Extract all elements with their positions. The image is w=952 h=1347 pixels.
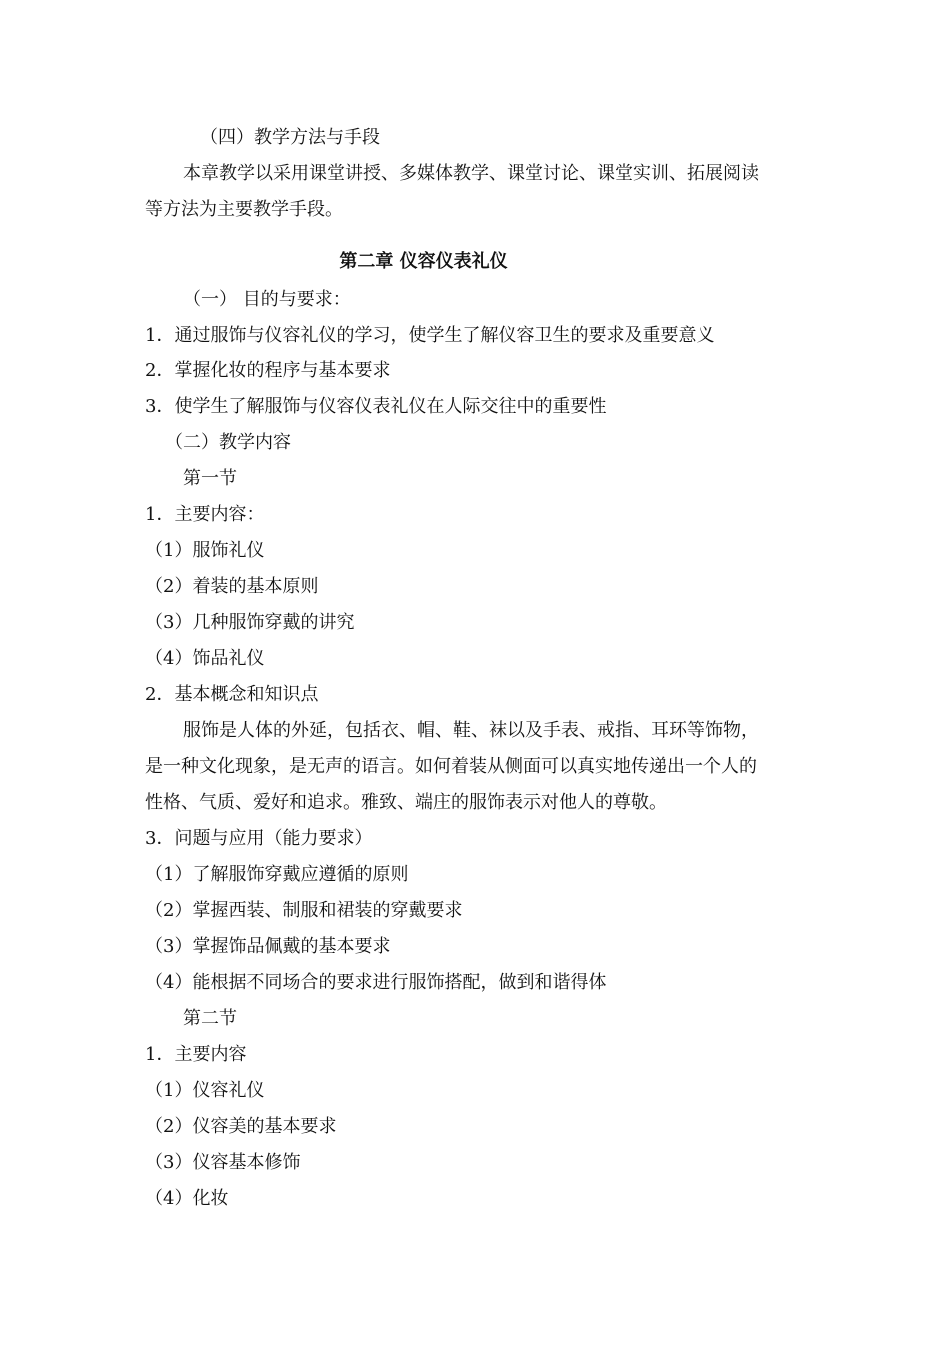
section1-concepts-heading: 2．基本概念和知识点 xyxy=(145,684,319,705)
section1-application-item: （1）了解服饰穿戴应遵循的原则 xyxy=(145,864,409,885)
section1-main-item: （1）服饰礼仪 xyxy=(145,540,265,561)
objectives-heading: （一） 目的与要求： xyxy=(183,289,351,310)
teaching-method-paragraph-line-2: 等方法为主要教学手段。 xyxy=(145,199,343,220)
concepts-paragraph-line-1: 服饰是人体的外延，包括衣、帽、鞋、袜以及手表、戒指、耳环等饰物， xyxy=(183,720,759,741)
section1-application-heading: 3．问题与应用（能力要求） xyxy=(145,828,373,849)
section2-main-heading: 1．主要内容 xyxy=(145,1044,247,1065)
section1-main-heading: 1．主要内容： xyxy=(145,504,265,525)
chapter-title: 第二章 仪容仪表礼仪 xyxy=(339,251,508,272)
content-heading: （二）教学内容 xyxy=(165,432,291,453)
objective-item: 2．掌握化妆的程序与基本要求 xyxy=(145,360,391,381)
section2-main-item: （2）仪容美的基本要求 xyxy=(145,1116,337,1137)
section1-main-item: （3）几种服饰穿戴的讲究 xyxy=(145,612,355,633)
section2-main-item: （3）仪容基本修饰 xyxy=(145,1152,301,1173)
section1-application-item: （4）能根据不同场合的要求进行服饰搭配，做到和谐得体 xyxy=(145,972,607,993)
objective-item: 3．使学生了解服饰与仪容仪表礼仪在人际交往中的重要性 xyxy=(145,396,607,417)
section1-main-item: （4）饰品礼仪 xyxy=(145,648,265,669)
section2-title: 第二节 xyxy=(183,1008,237,1029)
concepts-paragraph-line-3: 性格、气质、爱好和追求。雅致、端庄的服饰表示对他人的尊敬。 xyxy=(145,792,667,813)
section1-title: 第一节 xyxy=(183,468,237,489)
section2-main-item: （1）仪容礼仪 xyxy=(145,1080,265,1101)
section2-main-item: （4）化妆 xyxy=(145,1188,229,1209)
teaching-method-heading: （四）教学方法与手段 xyxy=(200,127,380,148)
objective-item: 1．通过服饰与仪容礼仪的学习，使学生了解仪容卫生的要求及重要意义 xyxy=(145,325,715,346)
section1-application-item: （3）掌握饰品佩戴的基本要求 xyxy=(145,936,391,957)
section1-main-item: （2）着装的基本原则 xyxy=(145,576,319,597)
concepts-paragraph-line-2: 是一种文化现象，是无声的语言。如何着装从侧面可以真实地传递出一个人的 xyxy=(145,756,757,777)
section1-application-item: （2）掌握西装、制服和裙装的穿戴要求 xyxy=(145,900,463,921)
teaching-method-paragraph-line-1: 本章教学以采用课堂讲授、多媒体教学、课堂讨论、课堂实训、拓展阅读 xyxy=(183,163,759,184)
